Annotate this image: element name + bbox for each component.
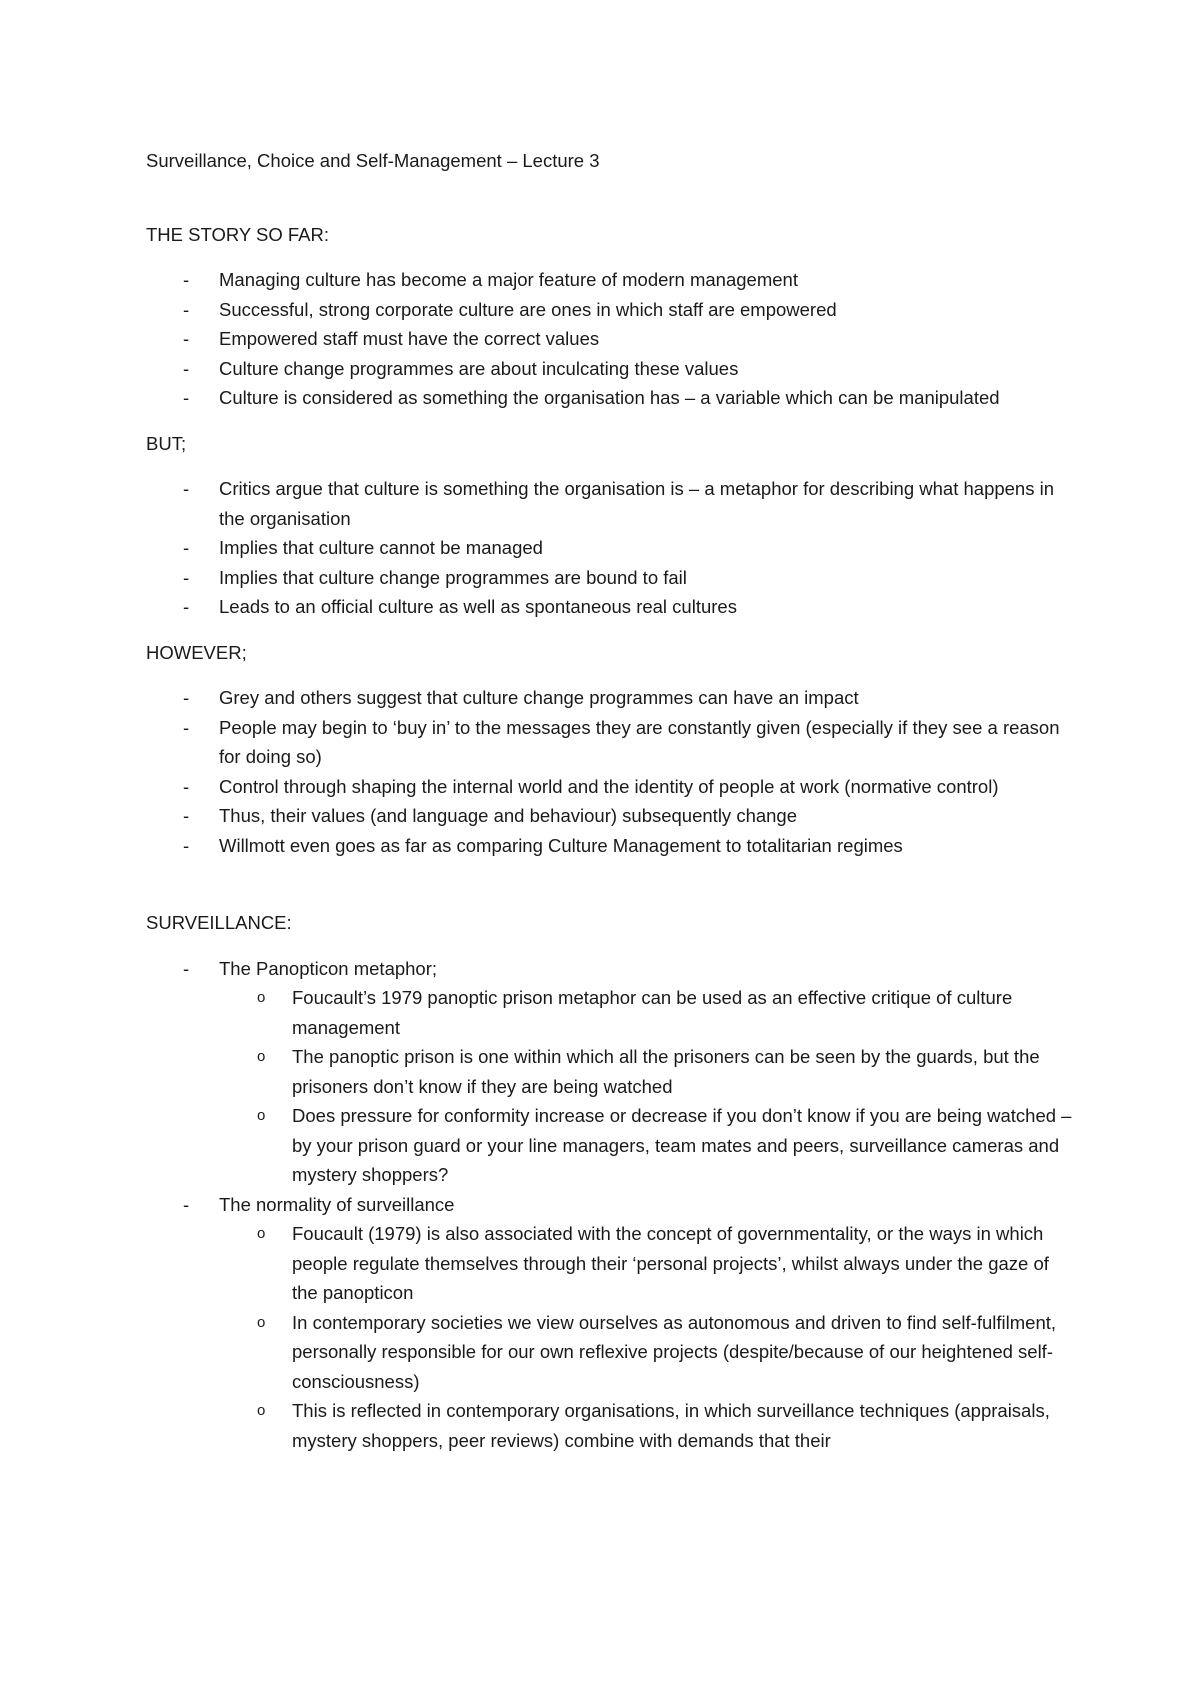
dash-marker: - xyxy=(183,687,190,708)
dash-marker: - xyxy=(183,566,190,588)
sub-list-item xyxy=(219,1101,1076,1190)
sub-list-panopticon xyxy=(219,983,1076,1190)
list-item-text: Grey and others suggest that culture change programmes can have an impact xyxy=(219,687,859,708)
document-title: Surveillance, Choice and Self-Management – Lecture 3 xyxy=(146,150,600,171)
dash-marker: - xyxy=(183,1193,190,1215)
dash-marker: - xyxy=(183,957,190,979)
list-item xyxy=(146,265,1076,295)
section-heading-story-so-far: THE STORY SO FAR: xyxy=(146,223,329,245)
sub-list-item-text: Foucault’s 1979 panoptic prison metaphor can be used as an effective critique of culture management xyxy=(292,987,1013,1038)
section-heading-surveillance: SURVEILLANCE: xyxy=(146,912,292,933)
dash-marker: - xyxy=(183,537,190,558)
sub-list-item xyxy=(219,1042,1076,1101)
list-item-text: Thus, their values (and language and behaviour) subsequently change xyxy=(219,805,798,826)
sub-list-item-text: This is reflected in contemporary organisations, in which surveillance techniques (appraisals, mystery shoppers, peer reviews) combine with demands that their xyxy=(292,1400,1050,1451)
list-item-text: Control through shaping the internal world and the identity of people at work (normative control) xyxy=(219,775,999,797)
section-heading-but: BUT; xyxy=(146,432,187,454)
dash-marker: - xyxy=(183,596,190,617)
list-item-text: Empowered staff must have the correct values xyxy=(219,328,600,349)
list-item-text: Successful, strong corporate culture are ones in which staff are empowered xyxy=(219,298,837,320)
circle-marker: o xyxy=(257,1313,266,1331)
dash-marker: - xyxy=(183,478,190,499)
bullet-list-surveillance xyxy=(146,954,1076,1456)
list-item xyxy=(146,295,1076,325)
list-item-text: Implies that culture change programmes are bound to fail xyxy=(219,566,687,588)
dash-marker: - xyxy=(183,357,190,379)
sub-list-item xyxy=(219,1308,1076,1397)
dash-marker: - xyxy=(183,387,190,408)
list-item xyxy=(146,563,1076,593)
list-item xyxy=(146,831,1076,861)
bullet-list-however xyxy=(146,683,1076,860)
list-item xyxy=(146,354,1076,384)
list-item xyxy=(146,683,1076,713)
list-item-text: Culture change programmes are about inculcating these values xyxy=(219,357,739,379)
list-item-text: Critics argue that culture is something the organisation is – a metaphor for describing what happens in the organisation xyxy=(219,478,1055,529)
circle-marker: o xyxy=(257,1225,266,1242)
list-item xyxy=(146,801,1076,831)
bullet-list-story-so-far xyxy=(146,265,1076,413)
sub-list-item-text: Foucault (1979) is also associated with the concept of governmentality, or the ways in which people regulate themselves through their ‘personal projects’, whilst always under the gaze of the panopticon xyxy=(292,1223,1049,1303)
dash-marker: - xyxy=(183,269,190,290)
list-item-text: The normality of surveillance xyxy=(219,1193,455,1215)
sub-list-item-text: In contemporary societies we view ourselves as autonomous and driven to find self-fulfilment, personally responsible for our own reflexive projects (despite/because of our heightened self-consciousness) xyxy=(292,1311,1057,1392)
document-body xyxy=(146,146,1076,1455)
list-item-text: Implies that culture cannot be managed xyxy=(219,537,543,558)
list-item-text: People may begin to ‘buy in’ to the messages they are constantly given (especially if they see a reason for doing so) xyxy=(219,716,1060,767)
bullet-list-but xyxy=(146,474,1076,622)
dash-marker: - xyxy=(183,805,190,826)
circle-marker: o xyxy=(257,1107,266,1124)
list-item xyxy=(146,592,1076,622)
sub-list-item-text: The panoptic prison is one within which all the prisoners can be seen by the guards, but the prisoners don’t know if they are being watched xyxy=(292,1046,1040,1097)
list-item-text: Managing culture has become a major feature of modern management xyxy=(219,269,798,290)
list-item-text: Willmott even goes as far as comparing Culture Management to totalitarian regimes xyxy=(219,834,903,856)
list-item xyxy=(146,533,1076,563)
circle-marker: o xyxy=(257,1402,266,1419)
list-item xyxy=(146,954,1076,1190)
sub-list-item xyxy=(219,1219,1076,1308)
list-item-text: The Panopticon metaphor; xyxy=(219,957,438,979)
list-item xyxy=(146,324,1076,354)
sub-list-item xyxy=(219,1396,1076,1455)
section-heading-however: HOWEVER; xyxy=(146,641,247,663)
list-item xyxy=(146,1190,1076,1456)
circle-marker: o xyxy=(257,989,266,1006)
dash-marker: - xyxy=(183,716,190,738)
list-item xyxy=(146,383,1076,413)
circle-marker: o xyxy=(257,1048,266,1065)
dash-marker: - xyxy=(183,298,190,320)
sub-list-item xyxy=(219,983,1076,1042)
list-item-text: Leads to an official culture as well as spontaneous real cultures xyxy=(219,596,737,617)
list-item-text: Culture is considered as something the organisation has – a variable which can be manipulated xyxy=(219,387,1000,408)
dash-marker: - xyxy=(183,328,190,349)
sub-list-item-text: Does pressure for conformity increase or decrease if you don’t know if you are being watched – by your prison guard or your line managers, team mates and peers, surveillance cameras and mystery shoppers? xyxy=(292,1105,1072,1185)
sub-list-normality xyxy=(219,1219,1076,1455)
list-item xyxy=(146,474,1076,533)
list-item xyxy=(146,713,1076,772)
list-item xyxy=(146,772,1076,802)
dash-marker: - xyxy=(183,834,190,856)
dash-marker: - xyxy=(183,775,190,797)
